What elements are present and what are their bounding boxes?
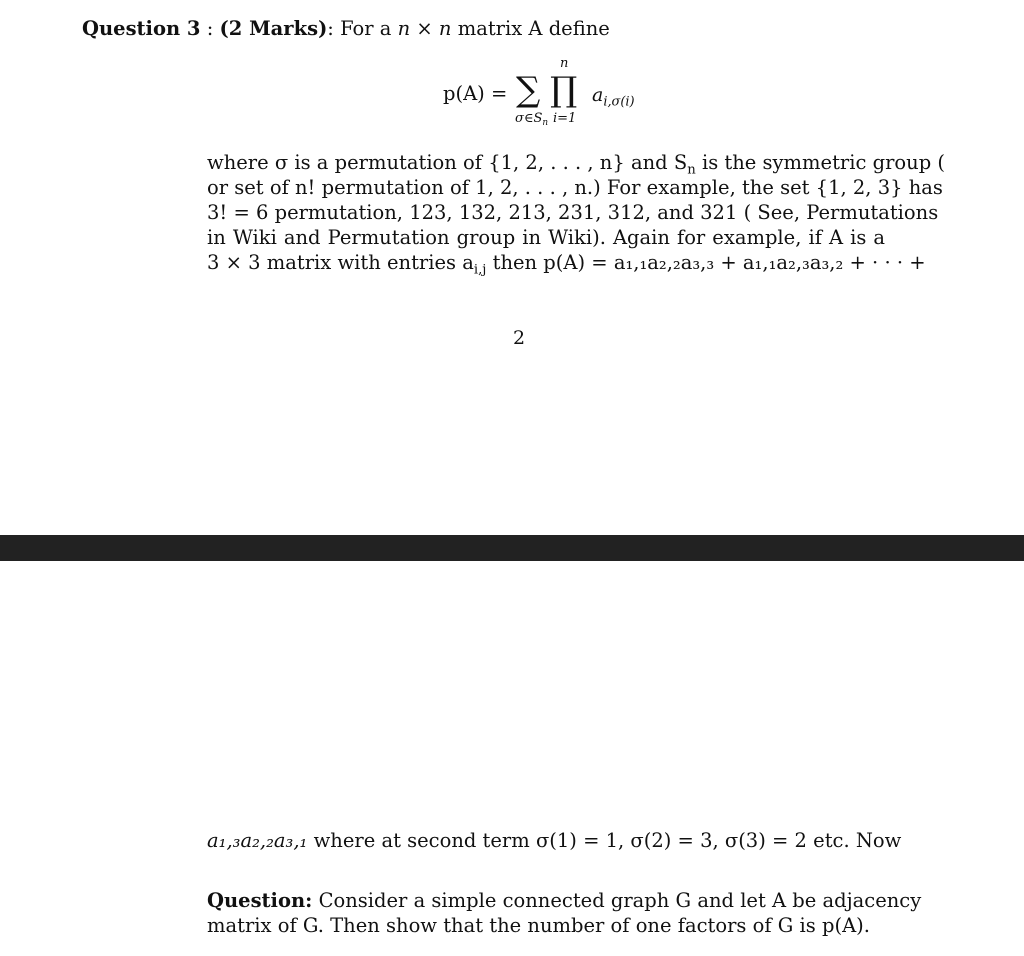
question-line-2: matrix of G. Then show that the number of one factors of G is p(A).	[207, 914, 870, 937]
continuation-math: a₁,₃a₂,₂a₃,₁	[207, 829, 308, 852]
header-colon: :	[206, 17, 214, 40]
continuation-text: where at second term σ(1) = 1, σ(2) = 3, σ(3) = 2 etc. Now	[313, 829, 902, 852]
paragraph-line-5: 3 × 3 matrix with entries $a_{i,j}$ then p(A) = a₁,₁a₂,₂a₃,₃ + a₁,₁a₂,₃a₃,₂ + · · · +	[207, 251, 926, 278]
paragraph-line-1: where σ is a permutation of {1, 2, . . . , n} and $S_n$ is the symmetric group (	[207, 151, 945, 178]
formula-term: $a_{i,\sigma(i)}$	[592, 84, 635, 110]
product-upper-limit: n	[560, 56, 569, 71]
paragraph-line-4: in Wiki and Permutation group in Wiki). Again for example, if A is a	[207, 226, 885, 249]
product-symbol: ∏	[550, 70, 578, 110]
header-text-after: matrix A define	[457, 17, 610, 40]
header-text-before: For a	[340, 17, 392, 40]
product-lower-limit: i=1	[553, 111, 577, 126]
marks-label: (2 Marks)	[219, 17, 328, 40]
sum-symbol: ∑	[516, 70, 541, 110]
question-line-1: Question: Consider a simple connected graph G and let A be adjacency	[207, 889, 922, 912]
page-number: 2	[513, 327, 526, 349]
question-block	[207, 888, 922, 938]
question-header: Question 3 : (2 Marks): For a n × n matrix A define	[82, 17, 610, 40]
page-separator-bar	[0, 535, 1024, 561]
formula-lhs: p(A) =	[443, 82, 508, 105]
header-math: n × n	[397, 17, 452, 40]
question-label: Question 3	[82, 17, 201, 40]
continuation-line	[207, 828, 901, 853]
paragraph-line-3: 3! = 6 permutation, 123, 132, 213, 231, 312, and 321 ( See, Permutations	[207, 201, 939, 224]
question-bold-label: Question:	[207, 889, 313, 912]
permanent-formula	[443, 56, 673, 132]
sum-lower-limit: $\sigma\in S_n$	[515, 111, 549, 129]
definition-paragraph	[207, 150, 945, 278]
paragraph-line-2: or set of n! permutation of 1, 2, . . . , n.) For example, the set {1, 2, 3} has	[207, 176, 943, 199]
